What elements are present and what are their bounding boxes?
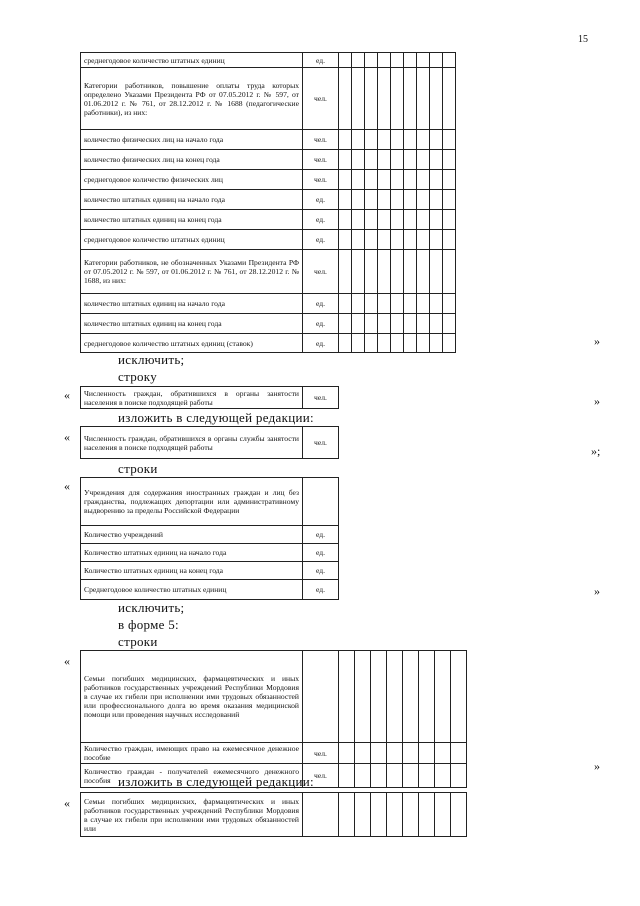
value-cell [352,53,365,68]
open-quote-5: « [64,654,70,668]
value-cell [365,250,378,294]
row-unit [303,478,339,526]
value-cell [404,130,417,150]
row-unit: ед. [303,562,339,580]
value-cell [352,68,365,130]
value-cell [339,743,355,764]
value-cell [451,743,467,764]
value-cell [355,793,371,837]
table-row [81,53,456,68]
row-label: количество штатных единиц на конец года [81,210,303,230]
value-cell [417,294,430,314]
value-cell [443,294,456,314]
row-label: Учреждения для содержания иностранных граждан и лиц без гражданства, подлежащих депортации или административному выдворению за пределы Российской Федерации [81,478,303,526]
value-cell [378,314,391,334]
row-label: Среднегодовое количество штатных единиц [81,580,303,600]
row-unit: ед. [303,294,339,314]
row-label: Количество учреждений [81,526,303,544]
value-cell [404,250,417,294]
value-cell [378,250,391,294]
value-cell [365,210,378,230]
table-row [81,334,456,353]
value-cell [339,651,355,743]
value-cell [352,314,365,334]
value-cell [352,170,365,190]
value-cell [404,230,417,250]
value-cell [443,130,456,150]
table-row [81,190,456,210]
value-cell [417,250,430,294]
medical-families-old-table [80,650,467,788]
value-cell [430,190,443,210]
table-row [81,526,339,544]
open-quote-4: « [64,479,70,493]
value-cell [352,230,365,250]
table-row [81,743,467,764]
value-cell [443,210,456,230]
value-cell [391,170,404,190]
value-cell [339,334,352,353]
table-row [81,562,339,580]
row-unit: ед. [303,314,339,334]
value-cell [365,334,378,353]
value-cell [387,793,403,837]
value-cell [365,130,378,150]
close-quote-5: » [594,759,600,773]
table-row [81,793,467,837]
value-cell [404,68,417,130]
value-cell [443,250,456,294]
value-cell [419,651,435,743]
value-cell [417,190,430,210]
value-cell [378,210,391,230]
value-cell [443,314,456,334]
value-cell [391,250,404,294]
row-unit: чел. [303,427,339,459]
row-unit: чел. [303,130,339,150]
instruction-form-5: в форме 5: [118,617,179,632]
value-cell [365,190,378,210]
value-cell [339,764,355,788]
value-cell [339,53,352,68]
employment-old-table [80,386,339,409]
value-cell [417,334,430,353]
table-row [81,68,456,130]
open-quote-2: « [64,388,70,402]
value-cell [435,743,451,764]
medical-families-new-table [80,792,467,837]
value-cell [378,294,391,314]
close-quote-3: »; [591,444,601,458]
value-cell [387,651,403,743]
row-label: среднегодовое количество штатных единиц (ставок) [81,334,303,353]
value-cell [403,793,419,837]
value-cell [391,68,404,130]
value-cell [404,150,417,170]
value-cell [339,68,352,130]
value-cell [404,210,417,230]
value-cell [430,294,443,314]
value-cell [443,230,456,250]
value-cell [339,210,352,230]
open-quote-6: « [64,796,70,810]
value-cell [443,334,456,353]
close-quote-4: » [594,584,600,598]
row-label: Численность граждан, обратившихся в органы службы занятости населения в поиске подходящей работы [81,427,303,459]
row-unit: ед. [303,190,339,210]
value-cell [417,170,430,190]
value-cell [339,150,352,170]
value-cell [378,170,391,190]
value-cell [430,53,443,68]
table-row [81,580,339,600]
instruction-state-1: изложить в следующей редакции: [118,410,314,425]
value-cell [365,230,378,250]
value-cell [365,294,378,314]
row-unit: чел. [303,170,339,190]
table-row [81,210,456,230]
value-cell [371,764,387,788]
row-unit: чел. [303,250,339,294]
row-label: Количество граждан - получателей ежемесячного денежного пособия [81,764,303,788]
table-row [81,130,456,150]
value-cell [419,764,435,788]
value-cell [387,764,403,788]
value-cell [404,53,417,68]
value-cell [435,764,451,788]
row-label: количество штатных единиц на конец года [81,314,303,334]
value-cell [339,294,352,314]
value-cell [391,294,404,314]
value-cell [430,130,443,150]
row-label: Семьи погибших медицинских, фармацевтических и иных работников государственных учреждений Республики Мордовия в случае их гибели при исполнении ими трудовых обязанностей или профессионального долга во время оказания медицинской помощи или проведения научных исследований [81,651,303,743]
table-row [81,170,456,190]
table-row [81,478,339,526]
value-cell [339,130,352,150]
value-cell [417,53,430,68]
value-cell [339,793,355,837]
table-row [81,150,456,170]
row-label: количество штатных единиц на начало года [81,190,303,210]
value-cell [352,294,365,314]
row-label: Категории работников, повышение оплаты труда которых определено Указами Президента РФ от 07.05.2012 г. № 597, от 01.06.2012 г. № 761, от 28.12.2012 г. № 1688 (педагогические работники), из них: [81,68,303,130]
row-unit: чел. [303,387,339,409]
row-unit: чел. [303,68,339,130]
row-unit: ед. [303,544,339,562]
open-quote-3: « [64,430,70,444]
instruction-line-1: строку [118,369,158,384]
value-cell [371,743,387,764]
table-row [81,427,339,459]
value-cell [430,150,443,170]
table-row [81,230,456,250]
value-cell [391,210,404,230]
value-cell [391,190,404,210]
close-quote-2: » [594,394,600,408]
row-label: Количество штатных единиц на конец года [81,562,303,580]
row-label: Численность граждан, обратившихся в органы занятости населения в поиске подходящей работы [81,387,303,409]
value-cell [352,334,365,353]
value-cell [355,764,371,788]
value-cell [391,334,404,353]
value-cell [417,230,430,250]
row-unit: ед. [303,53,339,68]
row-unit: чел. [303,743,339,764]
value-cell [391,53,404,68]
value-cell [419,743,435,764]
value-cell [451,651,467,743]
value-cell [365,170,378,190]
value-cell [365,314,378,334]
value-cell [391,314,404,334]
value-cell [387,743,403,764]
value-cell [378,53,391,68]
table-row [81,544,339,562]
value-cell [371,651,387,743]
value-cell [404,314,417,334]
table-row [81,294,456,314]
value-cell [417,210,430,230]
value-cell [352,150,365,170]
value-cell [355,651,371,743]
value-cell [378,68,391,130]
staff-table [80,52,456,353]
value-cell [378,230,391,250]
employment-new-table [80,426,339,459]
value-cell [378,150,391,170]
value-cell [417,314,430,334]
row-label: Количество граждан, имеющих право на ежемесячное денежное пособие [81,743,303,764]
value-cell [339,314,352,334]
value-cell [365,150,378,170]
value-cell [430,250,443,294]
row-unit: ед. [303,580,339,600]
row-unit: ед. [303,210,339,230]
row-label: Количество штатных единиц на начало года [81,544,303,562]
value-cell [451,793,467,837]
value-cell [430,170,443,190]
value-cell [404,294,417,314]
page-number: 15 [578,34,588,45]
value-cell [339,250,352,294]
close-quote-1: » [594,334,600,348]
value-cell [403,651,419,743]
value-cell [378,190,391,210]
value-cell [391,230,404,250]
table-row [81,387,339,409]
instruction-lines-2: строки [118,461,158,476]
value-cell [430,230,443,250]
row-unit: чел. [303,150,339,170]
value-cell [430,68,443,130]
value-cell [430,210,443,230]
value-cell [417,150,430,170]
row-label: Категории работников, не обозначенных Указами Президента РФ от 07.05.2012 г. № 597, от 01.06.2012 г. № 761, от 28.12.2012 г. № 1688, из них: [81,250,303,294]
value-cell [417,68,430,130]
value-cell [404,190,417,210]
instruction-exclude-1: исключить; [118,352,185,367]
value-cell [451,764,467,788]
value-cell [443,150,456,170]
value-cell [339,190,352,210]
table-row [81,651,467,743]
value-cell [339,230,352,250]
row-unit: чел. [303,764,339,788]
value-cell [378,334,391,353]
value-cell [365,68,378,130]
value-cell [365,53,378,68]
value-cell [391,130,404,150]
value-cell [443,170,456,190]
value-cell [403,743,419,764]
value-cell [435,651,451,743]
instruction-exclude-2: исключить; [118,600,185,615]
value-cell [443,190,456,210]
value-cell [443,53,456,68]
value-cell [443,68,456,130]
value-cell [404,334,417,353]
deportation-facilities-table [80,477,339,600]
value-cell [404,170,417,190]
value-cell [430,314,443,334]
value-cell [352,250,365,294]
value-cell [352,190,365,210]
value-cell [339,170,352,190]
row-label: количество штатных единиц на начало года [81,294,303,314]
value-cell [355,743,371,764]
value-cell [403,764,419,788]
value-cell [430,334,443,353]
instruction-state-2: изложить в следующей редакции: [118,774,314,789]
row-label: среднегодовое количество штатных единиц [81,53,303,68]
row-unit: ед. [303,526,339,544]
value-cell [352,130,365,150]
value-cell [419,793,435,837]
table-row [81,314,456,334]
row-unit [303,651,339,743]
row-label: Семьи погибших медицинских, фармацевтических и иных работников государственных учреждений Республики Мордовия в случае их гибели при исполнении ими трудовых обязанностей или [81,793,303,837]
value-cell [435,793,451,837]
row-unit [303,793,339,837]
row-unit: ед. [303,334,339,353]
table-row [81,250,456,294]
row-unit: ед. [303,230,339,250]
value-cell [391,150,404,170]
row-label: среднегодовое количество физических лиц [81,170,303,190]
row-label: количество физических лиц на начало года [81,130,303,150]
instruction-lines-3: строки [118,634,158,649]
value-cell [352,210,365,230]
value-cell [371,793,387,837]
row-label: среднегодовое количество штатных единиц [81,230,303,250]
row-label: количество физических лиц на конец года [81,150,303,170]
value-cell [378,130,391,150]
value-cell [417,130,430,150]
